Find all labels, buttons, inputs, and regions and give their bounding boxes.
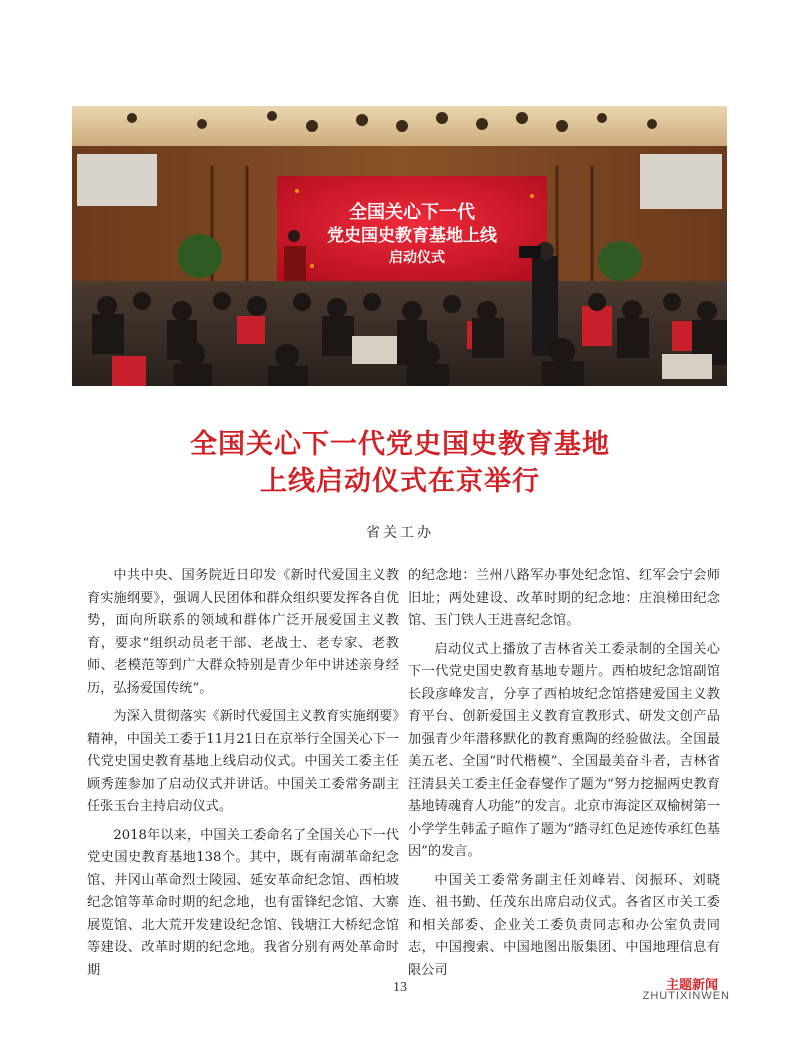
paragraph: 为深入贯彻落实《新时代爱国主义教育实施纲要》精神，中国关工委于11月21日在京举行全国关心下一代党史国史教育基地上线启动仪式。中国关工委主任顾秀莲参加了启动仪式并讲话。中国关工委常务副主任张玉台主持启动仪式。: [87, 709, 399, 814]
event-photo: [72, 106, 727, 386]
article-title-line-1: 全国关心下一代党史国史教育基地: [190, 429, 610, 460]
byline: 省关工办: [366, 525, 434, 541]
section-brand-pinyin: ZHUTIXINWEN: [642, 990, 730, 1002]
banner-line-2: 党史国史教育基地上线: [327, 226, 497, 246]
banner-line-1: 全国关心下一代: [349, 202, 475, 223]
paragraph-continuation: 的纪念地：兰州八路军办事处纪念馆、红军会宁会师旧址；两处建设、改革时期的纪念地：庄浪梯田纪念馆、玉门铁人王进喜纪念馆。: [408, 568, 720, 628]
banner-line-3: 启动仪式: [389, 250, 445, 266]
article-title-line-2: 上线启动仪式在京举行: [260, 466, 540, 497]
paragraph: 启动仪式上播放了吉林省关工委录制的全国关心下一代党史国史教育基地专题片。西柏坡纪念馆副馆长段彦峰发言，分享了西柏坡纪念馆搭建爱国主义教育平台、创新爱国主义教育宣教形式、研发文创产品加强青少年潜移默化的教育熏陶的经验做法。全国最美五老、全国“时代楷模”、全国最美奋斗者，吉林省汪清县关工委主任金春燮作了题为“努力挖掘两史教育基地铸魂育人功能”的发言。北京市海淀区双榆树第一小学学生韩孟子暄作了题为“踏寻红色足迹传承红色基因”的发言。: [408, 641, 720, 859]
right-column: [408, 565, 720, 988]
paragraph: 中国关工委常务副主任刘峰岩、闵振环、刘晓连、祖书勤、任茂东出席启动仪式。各省区市关工委和相关部委、企业关工委负责同志和办公室负责同志，中国搜索、中国地图出版集团、中国地理信息有限公司: [408, 872, 720, 978]
paragraph: 中共中央、国务院近日印发《新时代爱国主义教育实施纲要》，强调人民团体和群众组织要发挥各自优势，面向所联系的领域和群体广泛开展爱国主义教育，要求“组织动员老干部、老战士、老专家、老教师、老模范等到广大群众特别是青少年中讲述亲身经历，弘扬爱国传统”。: [87, 568, 399, 696]
left-column: [87, 565, 399, 988]
section-brand-chinese: 主题新闻: [665, 978, 718, 993]
page-number: 13: [393, 980, 407, 995]
paragraph: 2018年以来，中国关工委命名了全国关心下一代党史国史教育基地138个。其中，既有南湖革命纪念馆、井冈山革命烈士陵园、延安革命纪念馆、西柏坡纪念馆等革命时期的纪念地，也有雷锋纪念馆、大寨展览馆、北大荒开发建设纪念馆、钱塘江大桥纪念馆等建设、改革时期的纪念地。我省分别有两处革命时期: [87, 827, 399, 978]
